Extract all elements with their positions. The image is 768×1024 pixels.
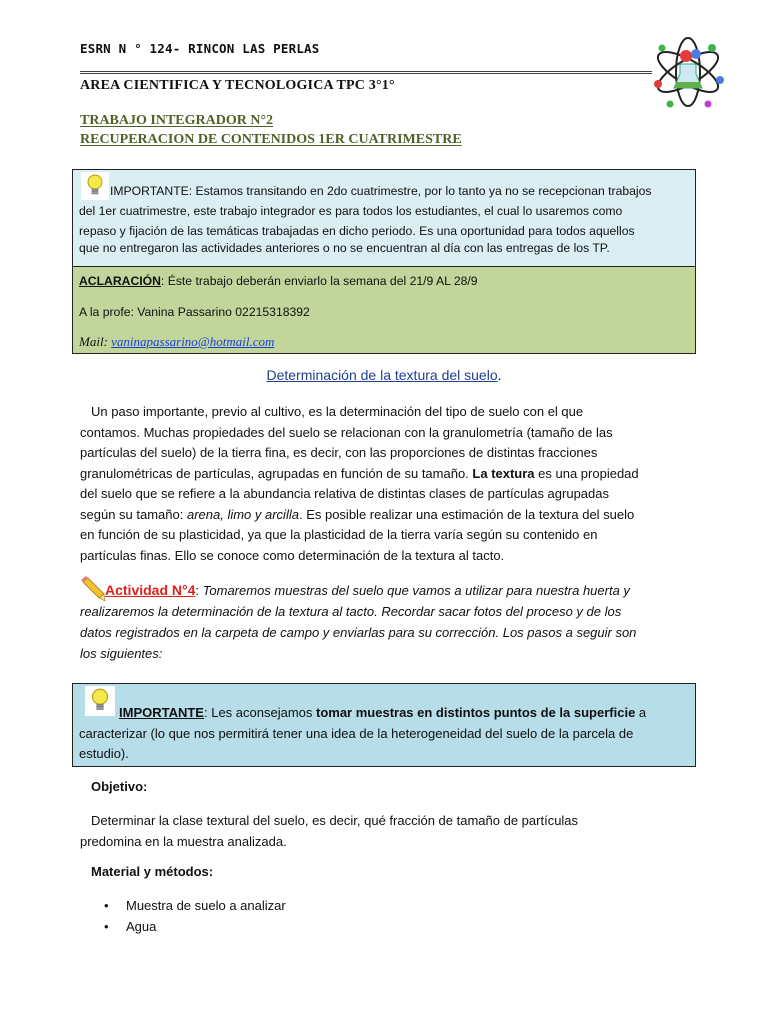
notice-label: IMPORTANTE: <box>110 184 193 198</box>
objective-text: Determinar la clase textural del suelo, es decir, qué fracción de tamaño de partículas predomina en la muestra analizada. <box>80 813 579 849</box>
notice-line-1: Estamos transitando en 2do cuatrimestre, por lo tanto ya no se recepcionan trabajos <box>192 184 652 198</box>
mail-label: Mail: <box>79 334 112 349</box>
sampling-notice-box: IMPORTANTE: Les aconsejamos tomar muestras en distintos puntos de la superficie a caracterizar (lo que nos permitirá tener una idea de la heterogeneidad del suelo de la parcela de estudio). <box>72 683 696 767</box>
notice-line-3: repaso y fijación de las temáticas trabajadas en dicho periodo. Es una oportunidad para todos aquellos <box>79 224 635 238</box>
lightbulb-icon <box>81 172 109 200</box>
intro-paragraph: Un paso importante, previo al cultivo, es la determinación del tipo de suelo con el que contamos. Muchas propiedades del suelo se relacionan con la granulometría (tamaño de las partículas del suelo) de la tierra fina, es decir, con las proporciones de distintas fracciones granulométricas de partículas, agrupadas en función de su tamaño. La textura es una propiedad del suelo que se refiere a la abundancia relativa de distintas clases de partículas agrupadas según su tamaño: arena, limo y arcilla. Es posible realizar una estimación de la textura del suelo en función de su plasticidad, ya que la plasticidad de la tierra varía según su contenido en partículas finas. Ello se conoce como determinación de la textura al tacto. <box>80 404 639 563</box>
recovery-title: RECUPERACION DE CONTENIDOS 1ER CUATRIMESTRE <box>80 132 462 147</box>
activity-label: Actividad N°4 <box>105 582 196 598</box>
list-item: • Agua <box>104 919 157 934</box>
teacher-contact: A la profe: Vanina Passarino 02215318392 <box>79 305 310 319</box>
school-name: ESRN N ° 124- RINCON LAS PERLAS <box>80 41 320 56</box>
integrator-title: TRABAJO INTEGRADOR N°2 <box>80 113 274 128</box>
atom-logo-icon <box>650 34 726 110</box>
important-notice-box <box>72 169 696 268</box>
email-link[interactable]: vaninapassarino@hotmail.com <box>111 334 275 349</box>
objective-heading: Objetivo: <box>91 779 148 794</box>
materials-heading: Material y métodos: <box>91 864 214 879</box>
activity-paragraph: Actividad N°4: Tomaremos muestras del suelo que vamos a utilizar para nuestra huerta y realizaremos la determinación de la textura al tacto. Recordar sacar fotos del proceso y de los datos registrados en la carpeta de campo y enviarlas para su corrección. Los pasos a seguir son los siguientes: <box>80 582 637 661</box>
notice-line-4: que no entregaron las actividades anteriores o no se encuentran al día con las entregas de los TP. <box>79 241 610 255</box>
notice-line-2: del 1er cuatrimestre, este trabajo integrador es para todos los estudiantes, el cual lo usaremos como <box>79 204 623 218</box>
header-divider <box>80 71 652 74</box>
area-title: AREA CIENTIFICA Y TECNOLOGICA TPC 3°1° <box>80 78 395 93</box>
clarification-label: ACLARACIÓN <box>79 274 161 288</box>
clarification-text: : Éste trabajo deberán enviarlo la semana del 21/9 AL 28/9 <box>160 274 478 288</box>
clarification-box <box>72 266 696 354</box>
notice2-label: IMPORTANTE <box>119 705 204 720</box>
list-item: • Muestra de suelo a analizar <box>104 898 286 913</box>
section-heading: Determinación de la textura del suelo. <box>266 367 502 383</box>
